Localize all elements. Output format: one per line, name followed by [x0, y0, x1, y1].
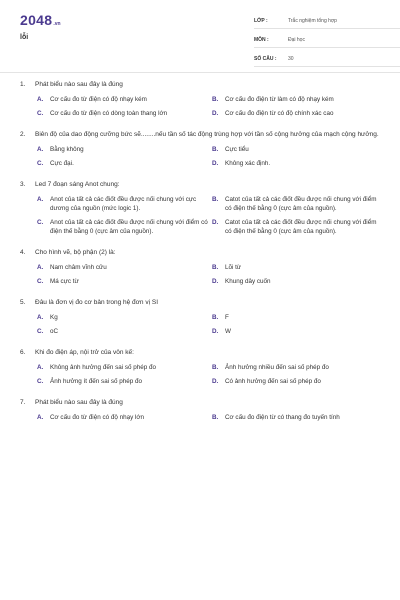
option-letter: B. [212, 364, 219, 371]
option-text: Catot của tất cả các điốt đều được nối chung với điểm có điện thế bằng 0 (cực âm của nguồn). [225, 196, 377, 212]
logo[interactable] [20, 12, 61, 28]
option-text: Catot của tất cả các điốt đều được nối chung với điểm có điện thế bằng 0 (cực âm của nguồn). [225, 219, 377, 235]
option-d[interactable] [212, 277, 384, 286]
option-text: Bằng không [50, 146, 84, 153]
question-text: Cho hình vẽ, bộ phận (2) là: [35, 249, 116, 256]
option-grid [37, 145, 382, 168]
option-text: Cơ cấu đo điện từ làm có độ nhạy kém [225, 96, 334, 103]
option-letter: A. [37, 96, 44, 103]
option-b[interactable] [212, 413, 384, 422]
question-4 [20, 248, 382, 286]
option-text: Ảnh hưởng nhiều đến sai số phép đo [225, 364, 329, 371]
option-letter: B. [212, 96, 219, 103]
option-letter: A. [37, 196, 44, 203]
option-text: Nam châm vĩnh cửu [50, 264, 107, 271]
option-text: oC [50, 328, 59, 335]
option-c[interactable] [37, 218, 209, 236]
option-letter: A. [37, 146, 44, 153]
option-letter: D. [212, 378, 219, 385]
question-number: 4. [20, 249, 26, 256]
meta-value: Đại học [288, 37, 305, 43]
meta-row-class [254, 14, 400, 29]
question-number: 1. [20, 81, 26, 88]
option-text: Lõi từ [225, 264, 242, 271]
option-letter: D. [212, 278, 219, 285]
option-text: Kg [50, 314, 58, 321]
question-number: 2. [20, 131, 26, 138]
option-letter: D. [212, 160, 219, 167]
option-d[interactable] [212, 159, 384, 168]
question-list [20, 80, 382, 434]
question-6 [20, 348, 382, 386]
question-text: Led 7 đoạn sáng Anot chung: [35, 181, 120, 188]
logo-suffix: .vn [53, 21, 61, 27]
option-text: Má cực từ [50, 278, 79, 285]
option-grid [37, 195, 382, 236]
option-c[interactable] [37, 377, 209, 386]
option-b[interactable] [212, 195, 384, 213]
option-grid [37, 363, 382, 386]
option-c[interactable] [37, 109, 209, 118]
option-letter: C. [37, 160, 44, 167]
option-text: Cực tiểu [225, 146, 249, 153]
option-grid [37, 95, 382, 118]
option-text: F [225, 314, 229, 321]
question-number: 6. [20, 349, 26, 356]
option-a[interactable] [37, 95, 209, 104]
option-b[interactable] [212, 363, 384, 372]
question-text: Đâu là đơn vị đo cơ bản trong hệ đơn vị SI [35, 299, 158, 306]
option-text: Cơ cấu đo từ điện có dòng toàn thang lớn [50, 110, 168, 117]
logo-text: 2048 [20, 12, 53, 28]
option-letter: A. [37, 314, 44, 321]
option-b[interactable] [212, 95, 384, 104]
option-text: Có ảnh hưởng đến sai số phép đo [225, 378, 321, 385]
question-7 [20, 398, 382, 422]
option-text: Anot của tất cả các điốt đều được nối chung với cực dương của nguồn (mức logic 1). [50, 196, 197, 212]
meta-label: LỚP : [254, 18, 268, 24]
question-text: Phát biểu nào sau đây là đúng [35, 81, 123, 88]
exam-meta [254, 14, 400, 71]
option-letter: A. [37, 364, 44, 371]
option-text: Cực đại. [50, 160, 74, 167]
option-text: Cơ cấu đo điện từ có thang đo tuyến tính [225, 414, 340, 421]
option-c[interactable] [37, 277, 209, 286]
question-3 [20, 180, 382, 236]
exam-title: lỗi [20, 34, 29, 41]
option-letter: A. [37, 264, 44, 271]
option-grid [37, 313, 382, 336]
option-letter: C. [37, 328, 44, 335]
option-letter: D. [212, 219, 219, 226]
option-letter: D. [212, 110, 219, 117]
option-a[interactable] [37, 195, 209, 213]
question-number: 3. [20, 181, 26, 188]
header [20, 12, 382, 72]
meta-row-count [254, 52, 400, 67]
option-letter: B. [212, 264, 219, 271]
option-text: Cơ cấu đo điện từ có độ chính xác cao [225, 110, 334, 117]
option-d[interactable] [212, 377, 384, 386]
option-a[interactable] [37, 413, 209, 422]
question-5 [20, 298, 382, 336]
question-text: Khi đo điện áp, nội trở của vôn kế: [35, 349, 134, 356]
option-letter: B. [212, 314, 219, 321]
option-text: Cơ cấu đo từ điện có độ nhạy lớn [50, 414, 145, 421]
question-text: Biên độ của dao động cưỡng bức sẽ........nếu tần số tác động trùng hợp với tần số cộng hưởng của mạch cộng hưởng. [35, 131, 379, 138]
option-b[interactable] [212, 145, 384, 154]
option-letter: D. [212, 328, 219, 335]
option-b[interactable] [212, 313, 384, 322]
option-d[interactable] [212, 218, 384, 236]
option-text: W [225, 328, 231, 335]
option-d[interactable] [212, 109, 384, 118]
option-letter: C. [37, 110, 44, 117]
option-c[interactable] [37, 327, 209, 336]
question-1 [20, 80, 382, 118]
option-letter: B. [212, 414, 219, 421]
option-a[interactable] [37, 263, 209, 272]
question-2 [20, 130, 382, 168]
option-grid [37, 413, 382, 422]
option-text: Không xác định. [225, 160, 271, 167]
option-a[interactable] [37, 363, 209, 372]
meta-row-subject [254, 33, 400, 48]
option-text: Khung dây cuốn [225, 278, 271, 285]
header-divider [0, 72, 400, 73]
option-text: Ảnh hưởng ít đến sai số phép đo [50, 378, 143, 385]
meta-label: SỐ CÂU : [254, 56, 277, 62]
question-text: Phát biểu nào sau đây là đúng [35, 399, 123, 406]
option-letter: B. [212, 196, 219, 203]
option-a[interactable] [37, 145, 209, 154]
option-letter: C. [37, 278, 44, 285]
meta-label: MÔN : [254, 37, 269, 43]
option-text: Anot của tất cả các điốt đều được nối chung với điểm có điện thế bằng 0 (cực âm của nguồn). [50, 219, 208, 235]
question-number: 5. [20, 299, 26, 306]
option-letter: B. [212, 146, 219, 153]
option-letter: A. [37, 414, 44, 421]
option-d[interactable] [212, 327, 384, 336]
option-b[interactable] [212, 263, 384, 272]
option-c[interactable] [37, 159, 209, 168]
question-number: 7. [20, 399, 26, 406]
meta-value: 30 [288, 56, 294, 62]
option-text: Không ảnh hưởng đến sai số phép đo [50, 364, 157, 371]
option-grid [37, 263, 382, 286]
option-letter: C. [37, 219, 44, 226]
option-letter: C. [37, 378, 44, 385]
option-text: Cơ cấu đo từ điện có độ nhạy kém [50, 96, 147, 103]
meta-value: Trắc nghiệm tổng hợp [288, 18, 337, 24]
option-a[interactable] [37, 313, 209, 322]
